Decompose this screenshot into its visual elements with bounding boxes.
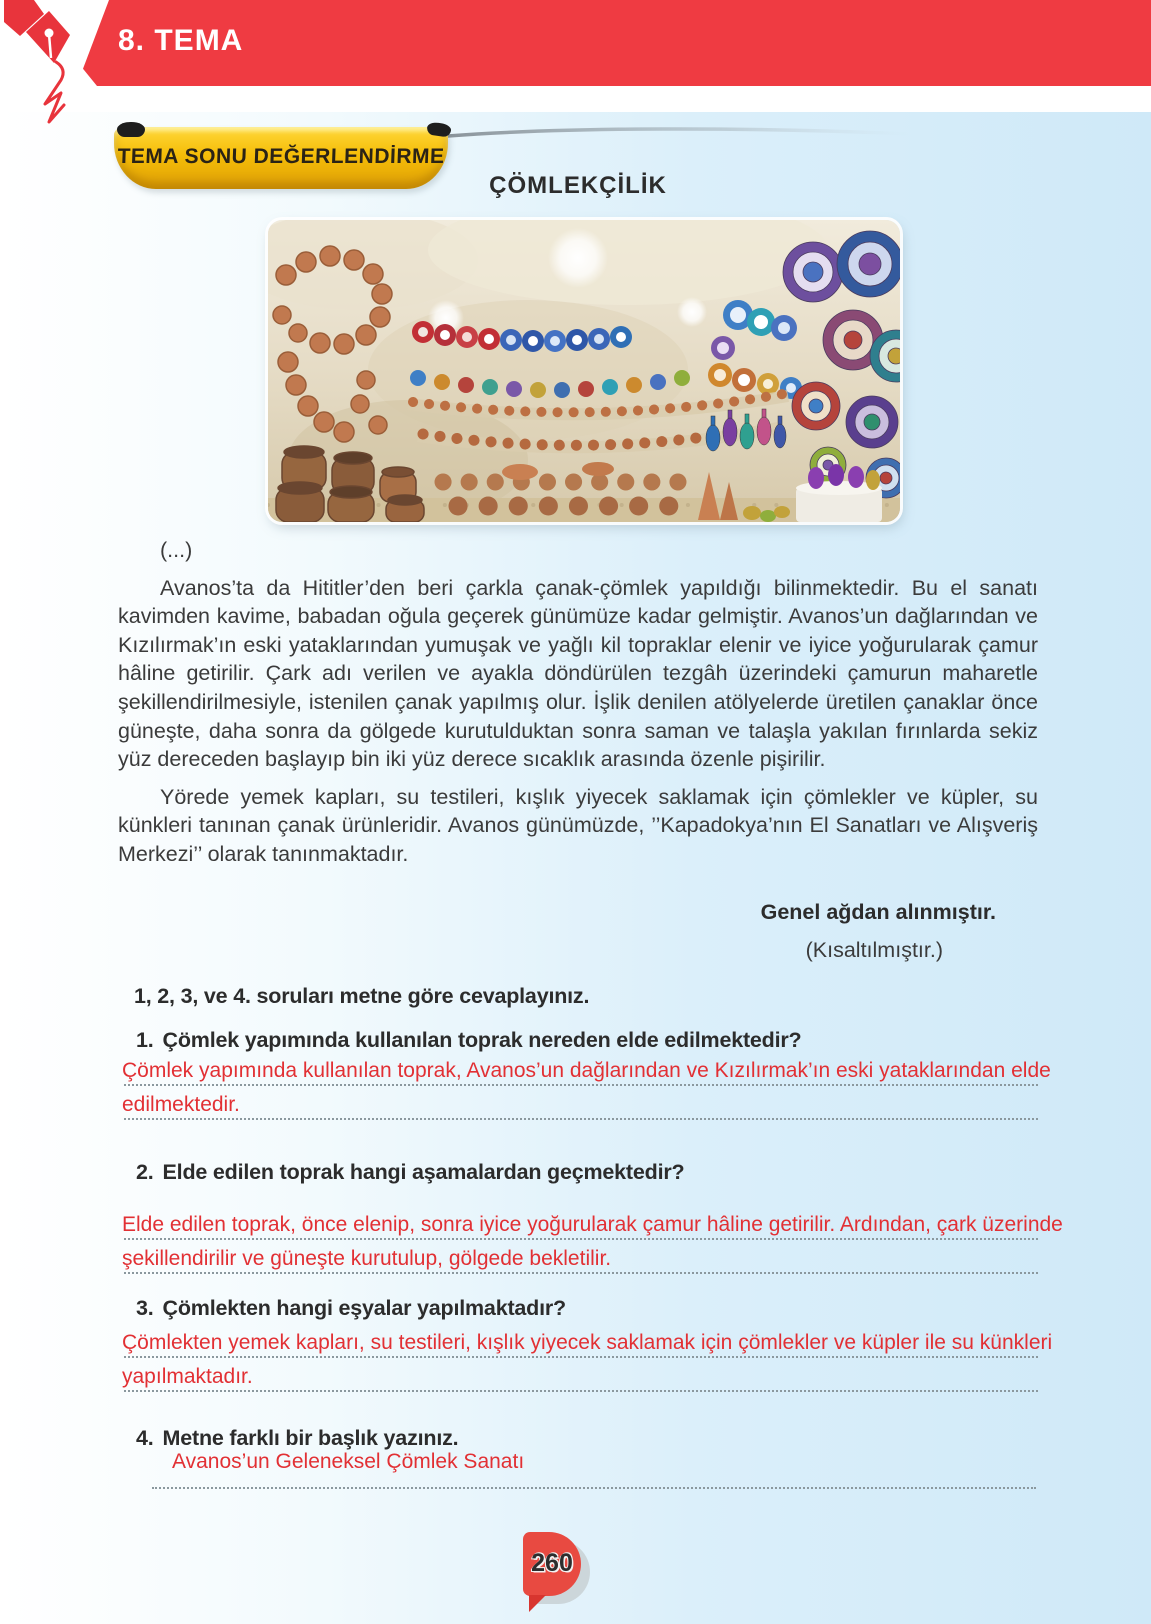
question-3-text: Çömlekten hangi eşyalar yapılmaktadır? <box>162 1296 566 1320</box>
answer-3-line-1[interactable]: Çömlekten yemek kapları, su testileri, kışlık yiyecek saklamak için çömlekler ve küpler ile su künkleri <box>122 1328 1038 1362</box>
answer-3-line-2[interactable]: yapılmaktadır. <box>122 1362 1038 1396</box>
passage-paragraph-2: Yörede yemek kapları, su testileri, kışlık yiyecek saklamak için çömlekler ve küpler, su künkleri tanınan çanak ürünleridir. Avanos günümüzde, ’’Kapadokya’nın El Sanatları ve Alışveriş Merkezi’’ olarak tanınmaktadır. <box>118 784 1038 866</box>
quiz-instruction: 1, 2, 3, ve 4. soruları metne göre cevaplayınız. <box>134 984 590 1008</box>
dotted-answer-line <box>124 1118 1038 1120</box>
answer-1-line-1[interactable]: Çömlek yapımında kullanılan toprak, Avanos’un dağlarından ve Kızılırmak’ın eski yataklarından elde <box>122 1056 1038 1090</box>
pottery-shop-photo <box>268 220 900 522</box>
question-2-number: 2. <box>136 1160 154 1184</box>
ellipsis-mark: (...) <box>160 538 193 562</box>
passage-paragraph-1: Avanos’ta da Hititler’den beri çarkla çanak-çömlek yapıldığı bilinmektedir. Bu el sanatı kavimden kavime, babadan oğula geçerek günümüze kadar gelmiştir. Avanos’un dağlarından ve Kızılırmak’ın eski yataklarından yumuşak ve yağlı kil topraklar elenir ve iyice yoğurularak çamur hâline getirilir. Çark adı verilen ve ayakla döndürülen tezgâh üzerindeki çamurun maharetle şekillendirilmesiyle, istenilen çanak yapılmış olur. İşlik denilen atölyelerde üretilen çanaklar önce güneşte, daha sonra da gölgede kurutulduktan sonra saman ve talaşla yakılan fırınlarda sekiz yüz dereceden başlayıp bin iki yüz derece sıcaklık arasında özenle pişirilir. <box>118 575 1038 772</box>
empty-answer-line[interactable] <box>152 1484 1036 1489</box>
section-ribbon <box>114 127 448 189</box>
abridged-note: (Kısaltılmıştır.) <box>805 938 943 962</box>
dotted-answer-line <box>124 1238 1038 1240</box>
question-2 <box>136 1160 684 1185</box>
question-4 <box>136 1426 458 1451</box>
page-number: 260 <box>531 1549 573 1577</box>
pen-icon <box>4 0 114 130</box>
question-1-number: 1. <box>136 1028 154 1052</box>
section-ribbon-label: TEMA SONU DEĞERLENDİRME <box>117 145 445 168</box>
reading-passage <box>118 536 1038 869</box>
answer-2 <box>122 1210 1063 1278</box>
question-1 <box>136 1028 802 1053</box>
question-1-text: Çömlek yapımında kullanılan toprak nereden elde edilmektedir? <box>162 1028 802 1052</box>
dotted-answer-line <box>124 1272 1038 1274</box>
theme-number-label: 8. TEMA <box>118 24 244 57</box>
answer-4[interactable]: Avanos’un Geleneksel Çömlek Sanatı <box>172 1450 525 1473</box>
question-4-text: Metne farklı bir başlık yazınız. <box>162 1426 459 1450</box>
article-title: ÇÖMLEKÇİLİK <box>489 172 667 199</box>
question-3-number: 3. <box>136 1296 154 1320</box>
question-3 <box>136 1296 566 1321</box>
question-2-text: Elde edilen toprak hangi aşamalardan geçmektedir? <box>162 1160 685 1184</box>
page-number-badge <box>523 1532 581 1596</box>
answer-2-line-2[interactable]: şekillendirilir ve güneşte kurutulup, gölgede bekletilir. <box>122 1244 1038 1278</box>
answer-1 <box>122 1056 1051 1124</box>
page-curl-shadow <box>446 124 916 142</box>
answer-2-line-1[interactable]: Elde edilen toprak, önce elenip, sonra iyice yoğurularak çamur hâline getirilir. Ardından, çark üzerinde <box>122 1210 1038 1244</box>
source-attribution: Genel ağdan alınmıştır. <box>760 900 996 924</box>
answer-3 <box>122 1328 1053 1396</box>
question-4-number: 4. <box>136 1426 154 1450</box>
dotted-answer-line <box>124 1084 1038 1086</box>
dotted-answer-line <box>124 1356 1038 1358</box>
answer-1-line-2[interactable]: edilmektedir. <box>122 1090 1038 1124</box>
dotted-answer-line <box>124 1390 1038 1392</box>
